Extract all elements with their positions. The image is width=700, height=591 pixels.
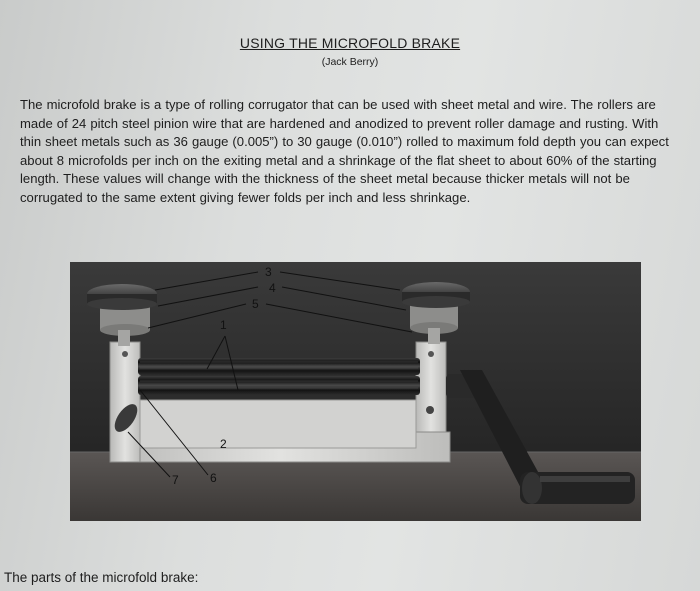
document-title: USING THE MICROFOLD BRAKE bbox=[239, 35, 461, 51]
callout-5: 5 bbox=[252, 297, 259, 311]
callout-6: 6 bbox=[210, 471, 217, 485]
microfold-brake-photo bbox=[70, 262, 641, 521]
paragraph-line: thin sheet metals such as 36 gauge (0.005”) to 30 gauge (0.010”) rolled to maximum fold depth you can expect bbox=[20, 134, 669, 150]
callout-4: 4 bbox=[269, 281, 276, 295]
paragraph-line: corrugated to the same extent giving fewer folds per inch and less shrinkage. bbox=[20, 189, 471, 205]
callout-2: 2 bbox=[220, 437, 227, 451]
callout-7: 7 bbox=[172, 473, 179, 487]
parts-caption: The parts of the microfold brake: bbox=[4, 570, 199, 585]
intro-paragraph bbox=[20, 96, 692, 208]
paragraph-line: made of 24 pitch steel pinion wire that are hardened and anodized to prevent roller damage and rusting. With bbox=[20, 115, 659, 131]
brake-illustration bbox=[70, 262, 641, 521]
paragraph-line: length. These values will change with the thickness of the sheet metal because thicker metals will not be bbox=[20, 171, 630, 187]
paragraph-line: about 8 microfolds per inch on the exiting metal and a shrinkage of the flat sheet to about 60% of the starting bbox=[20, 152, 657, 168]
callout-1: 1 bbox=[220, 318, 227, 332]
callout-3: 3 bbox=[265, 265, 272, 279]
paragraph-line: The microfold brake is a type of rolling corrugator that can be used with sheet metal and wire. The rollers are bbox=[20, 97, 656, 112]
document-author: (Jack Berry) bbox=[321, 56, 379, 68]
